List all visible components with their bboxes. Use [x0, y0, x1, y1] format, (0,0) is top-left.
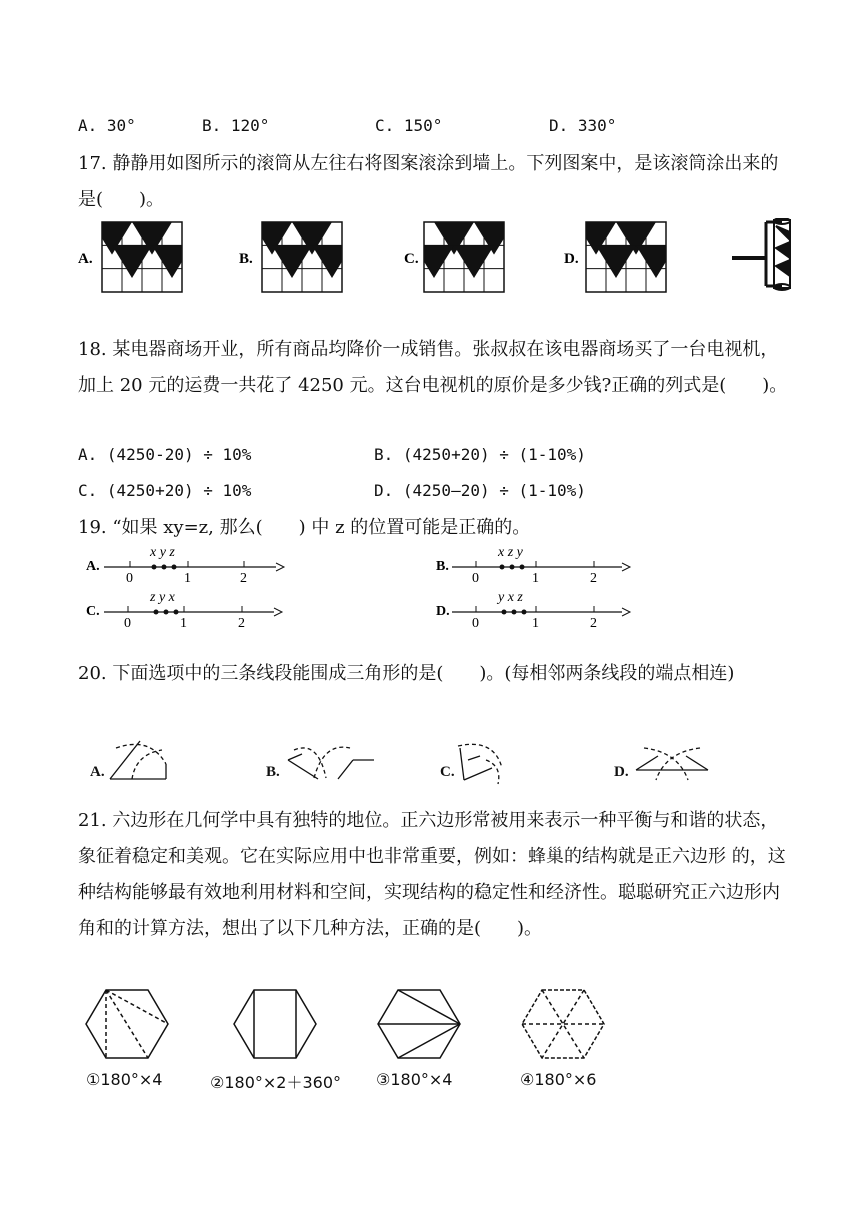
- q18-text: 18. 某电器商场开业，所有商品均降价一成销售。张叔叔在该电器商场买了一台电视机，加上 20 元的运费一共花了 4250 元。这台电视机的原价是多少钱?正确的列式是( )。: [78, 339, 788, 396]
- svg-text:x y z: x y z: [150, 545, 175, 560]
- q17-pattern-b: [239, 251, 253, 267]
- svg-text:B.: B.: [266, 764, 280, 780]
- q17-triangle: [312, 245, 352, 278]
- svg-text:0: 0: [472, 616, 479, 630]
- q17-triangle: [454, 245, 494, 278]
- q16-option-a: A. 30°: [78, 116, 136, 135]
- svg-text:A.: A.: [90, 764, 105, 780]
- q17-pattern-c: [404, 251, 419, 267]
- svg-text:1: 1: [532, 616, 539, 630]
- q18-option-a: A. (4250-20) ÷ 10%: [78, 445, 252, 464]
- q17-text: 17. 静静用如图所示的滚筒从左往右将图案滚涂到墙上。下列图案中，是该滚筒涂出来的是( )。: [78, 153, 779, 210]
- svg-text:2: 2: [238, 616, 245, 630]
- q18-option-c: C. (4250+20) ÷ 10%: [78, 481, 252, 500]
- svg-text:2: 2: [590, 571, 597, 586]
- svg-text:1: 1: [180, 616, 187, 630]
- svg-text:z y x: z y x: [150, 590, 175, 605]
- q17-label-a: A.: [78, 251, 93, 267]
- q19-text: 19. “如果 xy=z, 那么( ) 中 z 的位置可能是正确的。: [78, 517, 531, 538]
- q19-label-a: A.: [86, 559, 100, 574]
- q18-option-b: B. (4250+20) ÷ (1-10%): [374, 445, 586, 464]
- svg-text:1: 1: [532, 571, 539, 586]
- q17-figures: [76, 218, 868, 298]
- q21-text: 21. 六边形在几何学中具有独特的地位。正六边形常被用来表示一种平衡与和谐的状态，象征着稳定和美观。它在实际应用中也非常重要，例如：蜂巢的结构就是正六边形 的，这种结构能够最有效地利用材料和空间，实现结构的稳定性和经济性。聪聪研究正六边形内角和的计算方法，想出了以下几种方法，正确的是( )。: [78, 810, 786, 939]
- svg-text:2: 2: [590, 616, 597, 630]
- svg-text:C.: C.: [404, 251, 419, 267]
- svg-text:C.: C.: [440, 764, 455, 780]
- q17-triangle: [636, 245, 676, 278]
- q17-triangle: [414, 245, 454, 278]
- q19-label-d: D.: [436, 604, 450, 619]
- svg-text:1: 1: [184, 571, 191, 586]
- q19-label-b: B.: [436, 559, 449, 574]
- q21-caption-1: ①180°×4: [86, 1070, 163, 1089]
- q17-triangle: [596, 245, 636, 278]
- q16-option-d: D. 330°: [549, 116, 617, 135]
- q17-pattern-a: [78, 251, 93, 267]
- svg-text:0: 0: [124, 616, 131, 630]
- q21-caption-2: ②180°×2＋360°: [210, 1073, 342, 1092]
- q17-triangle: [272, 245, 312, 278]
- q17-pattern-d: [564, 251, 579, 267]
- q19-label-c: C.: [86, 604, 100, 619]
- svg-text:0: 0: [126, 571, 133, 586]
- q21-caption-4: ④180°×6: [520, 1070, 597, 1089]
- q16-option-c: C. 150°: [375, 116, 443, 135]
- roller-icon: [732, 218, 790, 290]
- q16-option-b: B. 120°: [202, 116, 270, 135]
- svg-text:B.: B.: [239, 251, 253, 267]
- svg-text:D.: D.: [564, 251, 579, 267]
- q21-hexagons: [84, 988, 624, 1060]
- q17-triangle: [152, 245, 192, 278]
- q21-caption-3: ③180°×4: [376, 1070, 453, 1089]
- q18-option-d: D. (4250—20) ÷ (1-10%): [374, 481, 586, 500]
- svg-text:0: 0: [472, 571, 479, 586]
- q19-number-lines: [84, 540, 644, 630]
- svg-text:x z y: x z y: [498, 545, 523, 560]
- q20-figures: [88, 738, 728, 788]
- q17-triangle: [112, 245, 152, 278]
- svg-text:2: 2: [240, 571, 247, 586]
- svg-text:y x z: y x z: [498, 590, 523, 605]
- q20-text: 20. 下面选项中的三条线段能围成三角形的是( )。(每相邻两条线段的端点相连): [78, 663, 735, 684]
- svg-text:D.: D.: [614, 764, 629, 780]
